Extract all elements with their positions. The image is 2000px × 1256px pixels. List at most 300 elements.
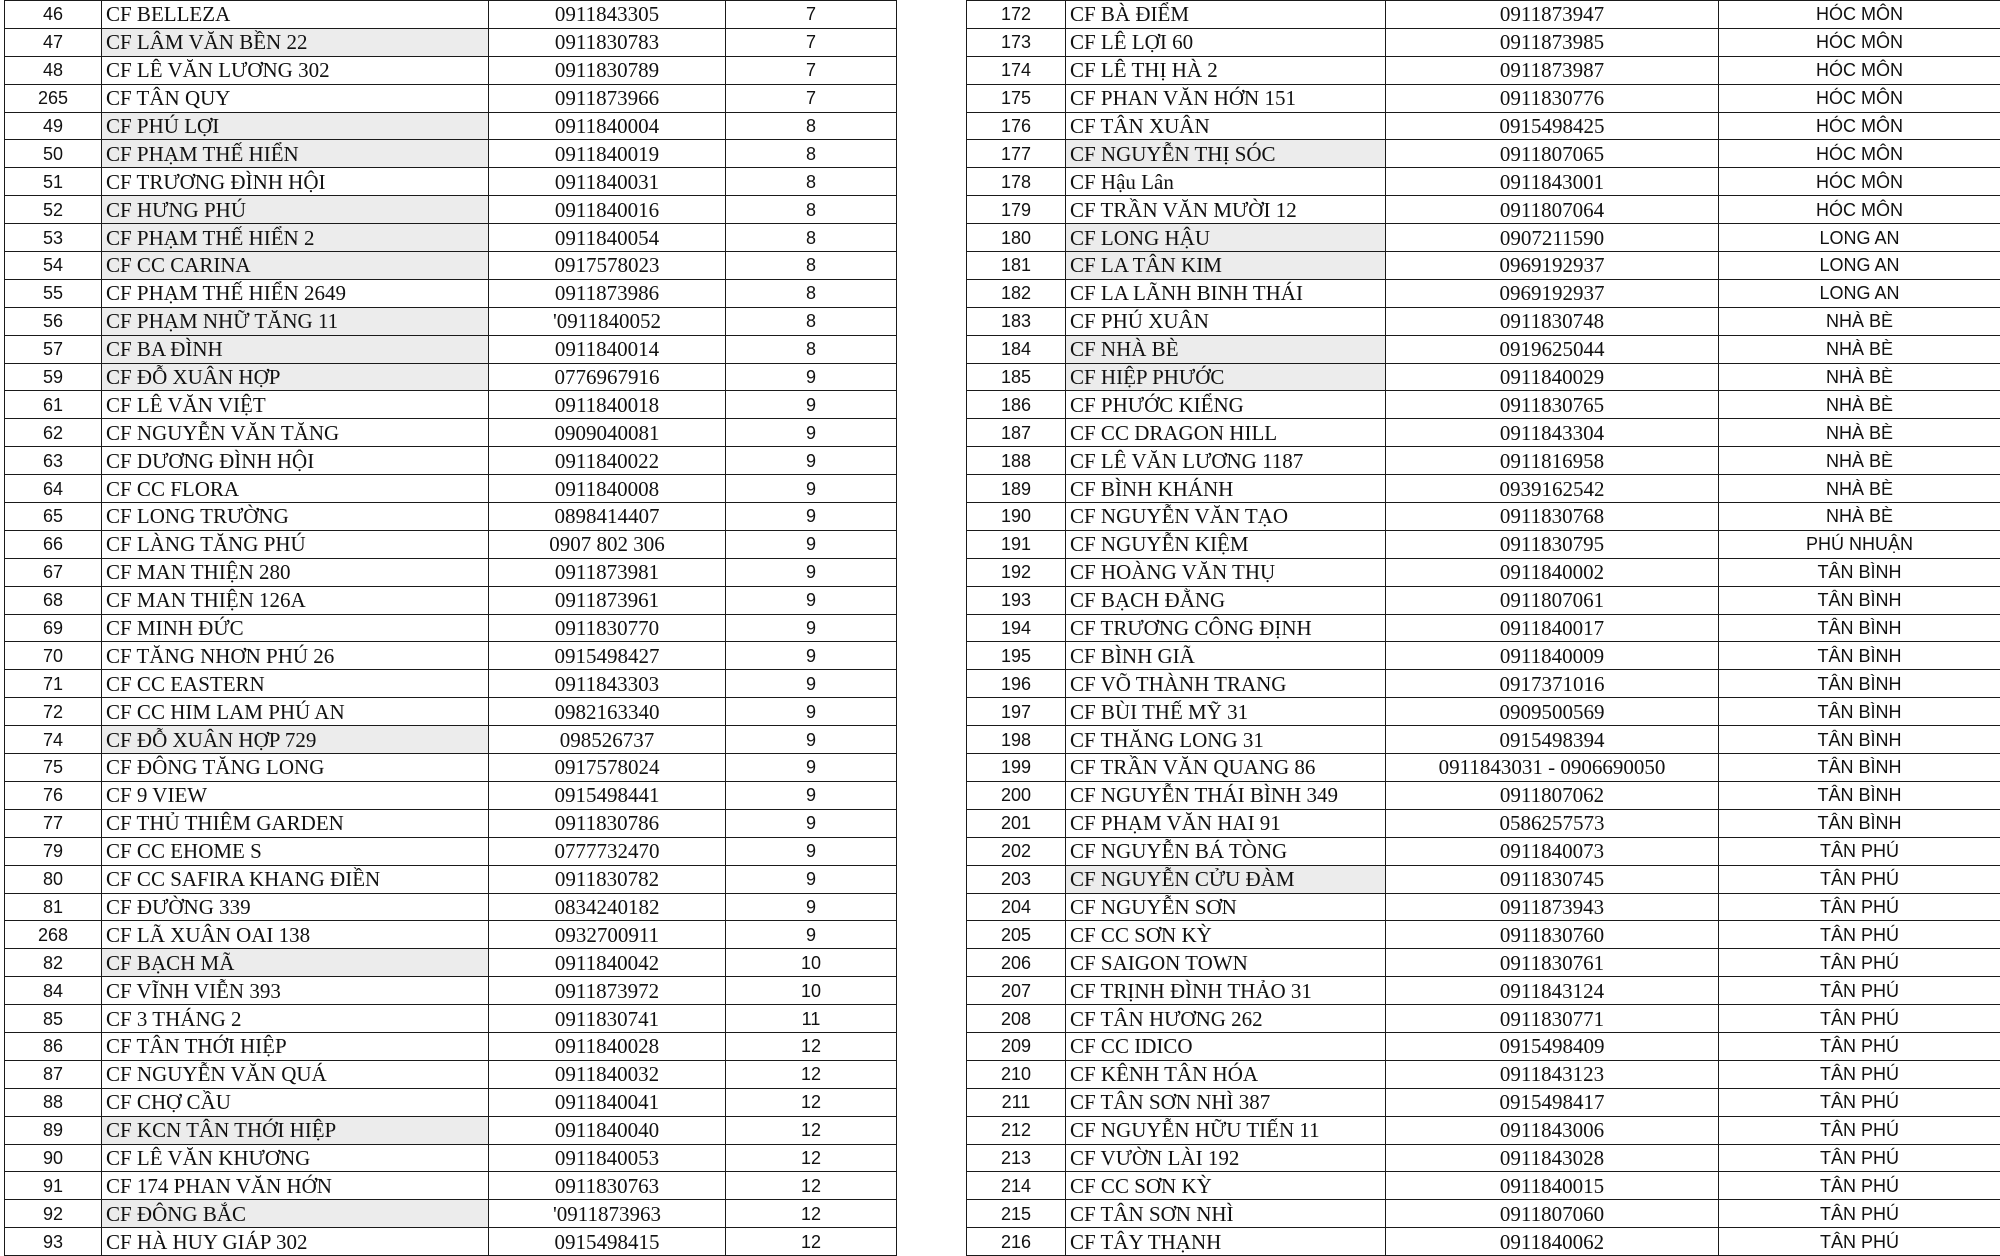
district: TÂN PHÚ — [1719, 1088, 2000, 1116]
table-row — [967, 949, 2000, 977]
row-number: 53 — [5, 224, 102, 252]
store-name: CF TRƯƠNG CÔNG ĐỊNH — [1066, 614, 1386, 642]
row-number: 79 — [5, 837, 102, 865]
district: NHÀ BÈ — [1719, 475, 2000, 503]
phone-number: 0911840008 — [489, 475, 726, 503]
district: 9 — [726, 698, 897, 726]
row-number: 56 — [5, 307, 102, 335]
table-row — [967, 698, 2000, 726]
phone-number: 0917578024 — [489, 754, 726, 782]
table-row — [967, 809, 2000, 837]
store-name: CF LÊ VĂN VIỆT — [102, 391, 489, 419]
store-name: CF CC HIM LAM PHÚ AN — [102, 698, 489, 726]
store-name: CF NGUYỄN SƠN — [1066, 893, 1386, 921]
store-name: CF TRẦN VĂN MƯỜI 12 — [1066, 196, 1386, 224]
district: 10 — [726, 949, 897, 977]
table-row — [967, 642, 2000, 670]
district: 8 — [726, 112, 897, 140]
row-number: 48 — [5, 56, 102, 84]
row-number: 93 — [5, 1228, 102, 1256]
store-name: CF THĂNG LONG 31 — [1066, 726, 1386, 754]
store-name: CF VĨNH VIỄN 393 — [102, 977, 489, 1005]
table-row — [5, 279, 897, 307]
store-name: CF HƯNG PHÚ — [102, 196, 489, 224]
table-row — [967, 1005, 2000, 1033]
store-name: CF 9 VIEW — [102, 781, 489, 809]
district: 7 — [726, 28, 897, 56]
row-number: 196 — [967, 670, 1066, 698]
table-row — [5, 1200, 897, 1228]
row-number: 76 — [5, 781, 102, 809]
phone-number: 0915498417 — [1386, 1088, 1719, 1116]
table-row — [967, 503, 2000, 531]
store-name: CF KÊNH TÂN HÓA — [1066, 1060, 1386, 1088]
row-number: 174 — [967, 56, 1066, 84]
table-row — [967, 893, 2000, 921]
phone-number: 0909500569 — [1386, 698, 1719, 726]
table-row — [967, 1200, 2000, 1228]
store-name: CF HÀ HUY GIÁP 302 — [102, 1228, 489, 1256]
district: TÂN PHÚ — [1719, 977, 2000, 1005]
district: TÂN PHÚ — [1719, 1144, 2000, 1172]
table-row — [5, 1172, 897, 1200]
district: 8 — [726, 224, 897, 252]
store-name: CF MINH ĐỨC — [102, 614, 489, 642]
row-number: 66 — [5, 530, 102, 558]
table-row — [5, 1088, 897, 1116]
phone-number: 0586257573 — [1386, 809, 1719, 837]
district: TÂN BÌNH — [1719, 698, 2000, 726]
row-number: 198 — [967, 726, 1066, 754]
row-number: 182 — [967, 279, 1066, 307]
store-name: CF CC SAFIRA KHANG ĐIỀN — [102, 865, 489, 893]
row-number: 192 — [967, 558, 1066, 586]
district: HÓC MÔN — [1719, 168, 2000, 196]
district: 9 — [726, 754, 897, 782]
store-name: CF BÀ ĐIỂM — [1066, 1, 1386, 29]
district: HÓC MÔN — [1719, 140, 2000, 168]
row-number: 55 — [5, 279, 102, 307]
district: 9 — [726, 614, 897, 642]
table-row — [967, 1144, 2000, 1172]
row-number: 268 — [5, 921, 102, 949]
district: TÂN BÌNH — [1719, 726, 2000, 754]
table-row — [5, 921, 897, 949]
phone-number: 0911843124 — [1386, 977, 1719, 1005]
table-row — [5, 196, 897, 224]
table-row — [967, 1060, 2000, 1088]
table-row — [967, 447, 2000, 475]
table-row — [967, 530, 2000, 558]
district: 9 — [726, 865, 897, 893]
district: TÂN PHÚ — [1719, 893, 2000, 921]
phone-number: 0911843028 — [1386, 1144, 1719, 1172]
district: TÂN PHÚ — [1719, 1172, 2000, 1200]
store-name: CF TÂN SƠN NHÌ — [1066, 1200, 1386, 1228]
store-name: CF NGUYỄN THÁI BÌNH 349 — [1066, 781, 1386, 809]
table-row — [5, 698, 897, 726]
phone-number: 0911840073 — [1386, 837, 1719, 865]
table-row — [5, 893, 897, 921]
store-name: CF LÀNG TĂNG PHÚ — [102, 530, 489, 558]
phone-number: 098526737 — [489, 726, 726, 754]
row-number: 72 — [5, 698, 102, 726]
table-row — [5, 1228, 897, 1256]
phone-number: 0911840040 — [489, 1116, 726, 1144]
district: HÓC MÔN — [1719, 196, 2000, 224]
district: NHÀ BÈ — [1719, 503, 2000, 531]
phone-number: 0911816958 — [1386, 447, 1719, 475]
district: TÂN BÌNH — [1719, 558, 2000, 586]
table-row — [967, 1228, 2000, 1256]
district: 9 — [726, 530, 897, 558]
row-number: 62 — [5, 419, 102, 447]
phone-number: 0834240182 — [489, 893, 726, 921]
store-name: CF LA TÂN KIM — [1066, 252, 1386, 280]
store-name: CF NHÀ BÈ — [1066, 335, 1386, 363]
store-name: CF BELLEZA — [102, 1, 489, 29]
row-number: 86 — [5, 1032, 102, 1060]
district: TÂN PHÚ — [1719, 1200, 2000, 1228]
phone-number: 0911873985 — [1386, 28, 1719, 56]
district: 11 — [726, 1005, 897, 1033]
table-row — [5, 809, 897, 837]
store-name: CF VƯỜN LÀI 192 — [1066, 1144, 1386, 1172]
phone-number: 0911840016 — [489, 196, 726, 224]
table-row — [5, 447, 897, 475]
table-row — [5, 1060, 897, 1088]
phone-number: '0911840052 — [489, 307, 726, 335]
district: 8 — [726, 279, 897, 307]
phone-number: 0911843305 — [489, 1, 726, 29]
district: 10 — [726, 977, 897, 1005]
table-row — [5, 670, 897, 698]
store-name: CF PHẠM THẾ HIỂN 2 — [102, 224, 489, 252]
phone-number: 0911807061 — [1386, 586, 1719, 614]
store-name: CF PHƯỚC KIỂNG — [1066, 391, 1386, 419]
row-number: 59 — [5, 363, 102, 391]
store-name: CF KCN TÂN THỚI HIỆP — [102, 1116, 489, 1144]
store-name: CF Hậu Lân — [1066, 168, 1386, 196]
row-number: 205 — [967, 921, 1066, 949]
table-row — [5, 837, 897, 865]
store-name: CF PHAN VĂN HỚN 151 — [1066, 84, 1386, 112]
store-name: CF NGUYỄN HỮU TIẾN 11 — [1066, 1116, 1386, 1144]
store-name: CF LÊ VĂN LƯƠNG 1187 — [1066, 447, 1386, 475]
table-row — [967, 614, 2000, 642]
table-row — [967, 781, 2000, 809]
phone-number: 0915498425 — [1386, 112, 1719, 140]
table-row — [967, 1088, 2000, 1116]
phone-number: 0911840031 — [489, 168, 726, 196]
store-name: CF ĐỖ XUÂN HỢP 729 — [102, 726, 489, 754]
row-number: 199 — [967, 754, 1066, 782]
store-name: CF MAN THIỆN 126A — [102, 586, 489, 614]
table-row — [5, 28, 897, 56]
phone-number: 0907 802 306 — [489, 530, 726, 558]
row-number: 180 — [967, 224, 1066, 252]
row-number: 82 — [5, 949, 102, 977]
table-row — [5, 503, 897, 531]
row-number: 179 — [967, 196, 1066, 224]
store-name: CF PHÚ XUÂN — [1066, 307, 1386, 335]
table-row — [5, 614, 897, 642]
row-number: 63 — [5, 447, 102, 475]
phone-number: 0911830745 — [1386, 865, 1719, 893]
row-number: 195 — [967, 642, 1066, 670]
district: 8 — [726, 335, 897, 363]
store-name: CF ĐÔNG BẮC — [102, 1200, 489, 1228]
district: 9 — [726, 503, 897, 531]
district: 12 — [726, 1200, 897, 1228]
table-row — [5, 391, 897, 419]
store-name: CF CC SƠN KỲ — [1066, 921, 1386, 949]
table-row — [5, 140, 897, 168]
row-number: 85 — [5, 1005, 102, 1033]
store-name: CF BẠCH MÃ — [102, 949, 489, 977]
row-number: 207 — [967, 977, 1066, 1005]
store-name: CF 174 PHAN VĂN HỚN — [102, 1172, 489, 1200]
row-number: 89 — [5, 1116, 102, 1144]
district: TÂN BÌNH — [1719, 586, 2000, 614]
store-name: CF CC EASTERN — [102, 670, 489, 698]
store-name: CF TÂN QUY — [102, 84, 489, 112]
store-name: CF SAIGON TOWN — [1066, 949, 1386, 977]
phone-number: 0911840019 — [489, 140, 726, 168]
table-row — [967, 335, 2000, 363]
district: 9 — [726, 726, 897, 754]
store-name: CF NGUYỄN KIỆM — [1066, 530, 1386, 558]
store-name: CF BÌNH KHÁNH — [1066, 475, 1386, 503]
phone-number: 0969192937 — [1386, 279, 1719, 307]
row-number: 188 — [967, 447, 1066, 475]
store-name: CF BẠCH ĐẰNG — [1066, 586, 1386, 614]
row-number: 49 — [5, 112, 102, 140]
phone-number: 0911840054 — [489, 224, 726, 252]
phone-number: 0911840032 — [489, 1060, 726, 1088]
row-number: 51 — [5, 168, 102, 196]
district: HÓC MÔN — [1719, 56, 2000, 84]
phone-number: 0911840029 — [1386, 363, 1719, 391]
district: TÂN BÌNH — [1719, 754, 2000, 782]
table-row — [5, 949, 897, 977]
store-name: CF LONG HẬU — [1066, 224, 1386, 252]
row-number: 187 — [967, 419, 1066, 447]
phone-number: 0776967916 — [489, 363, 726, 391]
district: 9 — [726, 781, 897, 809]
phone-number: 0915498441 — [489, 781, 726, 809]
phone-number: 0911830768 — [1386, 503, 1719, 531]
row-number: 204 — [967, 893, 1066, 921]
district: TÂN PHÚ — [1719, 1005, 2000, 1033]
row-number: 183 — [967, 307, 1066, 335]
row-number: 54 — [5, 252, 102, 280]
table-row — [5, 56, 897, 84]
table-row — [967, 586, 2000, 614]
store-name: CF TÂN SƠN NHÌ 387 — [1066, 1088, 1386, 1116]
phone-number: 0915498427 — [489, 642, 726, 670]
store-name: CF MAN THIỆN 280 — [102, 558, 489, 586]
store-name: CF TĂNG NHƠN PHÚ 26 — [102, 642, 489, 670]
district: 9 — [726, 809, 897, 837]
store-name: CF BA ĐÌNH — [102, 335, 489, 363]
table-row — [5, 112, 897, 140]
row-number: 202 — [967, 837, 1066, 865]
phone-number: 0911807065 — [1386, 140, 1719, 168]
district: 9 — [726, 586, 897, 614]
phone-number: 0911873961 — [489, 586, 726, 614]
district: TÂN BÌNH — [1719, 642, 2000, 670]
phone-number: 0911830786 — [489, 809, 726, 837]
row-number: 201 — [967, 809, 1066, 837]
table-row — [5, 168, 897, 196]
district: 12 — [726, 1144, 897, 1172]
district: NHÀ BÈ — [1719, 419, 2000, 447]
store-name: CF LÂM VĂN BỀN 22 — [102, 28, 489, 56]
phone-number: 0911840014 — [489, 335, 726, 363]
table-row — [5, 363, 897, 391]
store-name: CF HOÀNG VĂN THỤ — [1066, 558, 1386, 586]
row-number: 68 — [5, 586, 102, 614]
row-number: 184 — [967, 335, 1066, 363]
table-row — [5, 1005, 897, 1033]
row-number: 64 — [5, 475, 102, 503]
district: 7 — [726, 1, 897, 29]
phone-number: 0911873987 — [1386, 56, 1719, 84]
table-row — [967, 56, 2000, 84]
store-name: CF TÂY THẠNH — [1066, 1228, 1386, 1256]
row-number: 47 — [5, 28, 102, 56]
table-row — [967, 837, 2000, 865]
row-number: 71 — [5, 670, 102, 698]
district: NHÀ BÈ — [1719, 307, 2000, 335]
row-number: 203 — [967, 865, 1066, 893]
table-row — [967, 726, 2000, 754]
phone-number: 0911807060 — [1386, 1200, 1719, 1228]
row-number: 175 — [967, 84, 1066, 112]
phone-number: 0911830789 — [489, 56, 726, 84]
store-name: CF NGUYỄN VĂN QUÁ — [102, 1060, 489, 1088]
table-row — [967, 363, 2000, 391]
store-name: CF NGUYỄN VĂN TẠO — [1066, 503, 1386, 531]
row-number: 69 — [5, 614, 102, 642]
district: 7 — [726, 84, 897, 112]
district: TÂN BÌNH — [1719, 809, 2000, 837]
district: 9 — [726, 558, 897, 586]
district: TÂN BÌNH — [1719, 614, 2000, 642]
store-name: CF CC SƠN KỲ — [1066, 1172, 1386, 1200]
store-name: CF CC EHOME S — [102, 837, 489, 865]
row-number: 213 — [967, 1144, 1066, 1172]
district: 8 — [726, 140, 897, 168]
table-row — [967, 224, 2000, 252]
row-number: 200 — [967, 781, 1066, 809]
district: LONG AN — [1719, 252, 2000, 280]
table-row — [5, 224, 897, 252]
district: 8 — [726, 168, 897, 196]
district: TÂN PHÚ — [1719, 1116, 2000, 1144]
table-row — [5, 754, 897, 782]
store-name: CF PHẠM VĂN HAI 91 — [1066, 809, 1386, 837]
phone-number: 0911830748 — [1386, 307, 1719, 335]
table-row — [967, 279, 2000, 307]
store-name: CF LA LÃNH BINH THÁI — [1066, 279, 1386, 307]
table-row — [967, 670, 2000, 698]
phone-number: 0911830760 — [1386, 921, 1719, 949]
table-row — [967, 252, 2000, 280]
phone-number: 0777732470 — [489, 837, 726, 865]
district: TÂN PHÚ — [1719, 865, 2000, 893]
row-number: 74 — [5, 726, 102, 754]
district: TÂN BÌNH — [1719, 781, 2000, 809]
row-number: 173 — [967, 28, 1066, 56]
district: TÂN PHÚ — [1719, 1228, 2000, 1256]
table-row — [967, 140, 2000, 168]
table-row — [5, 865, 897, 893]
store-name: CF CC FLORA — [102, 475, 489, 503]
district: TÂN PHÚ — [1719, 949, 2000, 977]
store-name: CF CC CARINA — [102, 252, 489, 280]
row-number: 92 — [5, 1200, 102, 1228]
phone-number: 0911840009 — [1386, 642, 1719, 670]
table-row — [5, 726, 897, 754]
store-name: CF CC DRAGON HILL — [1066, 419, 1386, 447]
table-row — [967, 754, 2000, 782]
district: TÂN PHÚ — [1719, 1032, 2000, 1060]
phone-number: 0911843031 - 0906690050 — [1386, 754, 1719, 782]
row-number: 61 — [5, 391, 102, 419]
store-name: CF LÊ VĂN KHƯƠNG — [102, 1144, 489, 1172]
store-name: CF PHẠM THẾ HIỂN — [102, 140, 489, 168]
table-row — [967, 865, 2000, 893]
row-number: 77 — [5, 809, 102, 837]
store-name: CF LÊ VĂN LƯƠNG 302 — [102, 56, 489, 84]
phone-number: 0911873972 — [489, 977, 726, 1005]
store-name: CF TRỊNH ĐÌNH THẢO 31 — [1066, 977, 1386, 1005]
phone-number: 0911840017 — [1386, 614, 1719, 642]
row-number: 214 — [967, 1172, 1066, 1200]
phone-number: 0911840004 — [489, 112, 726, 140]
table-row — [5, 1144, 897, 1172]
phone-number: 0915498415 — [489, 1228, 726, 1256]
store-name: CF TÂN THỚI HIỆP — [102, 1032, 489, 1060]
row-number: 80 — [5, 865, 102, 893]
phone-number: 0911830776 — [1386, 84, 1719, 112]
district: 12 — [726, 1116, 897, 1144]
district: 12 — [726, 1172, 897, 1200]
table-row — [967, 307, 2000, 335]
row-number: 50 — [5, 140, 102, 168]
table-row — [967, 1, 2000, 29]
district: 12 — [726, 1060, 897, 1088]
phone-number: 0911873981 — [489, 558, 726, 586]
phone-number: 0932700911 — [489, 921, 726, 949]
phone-number: 0911840062 — [1386, 1228, 1719, 1256]
district: TÂN BÌNH — [1719, 670, 2000, 698]
phone-number: 0911843001 — [1386, 168, 1719, 196]
table-row — [967, 921, 2000, 949]
row-number: 90 — [5, 1144, 102, 1172]
row-number: 193 — [967, 586, 1066, 614]
store-name: CF ĐỖ XUÂN HỢP — [102, 363, 489, 391]
district: 8 — [726, 307, 897, 335]
store-name: CF LONG TRƯỜNG — [102, 503, 489, 531]
row-number: 75 — [5, 754, 102, 782]
district: 9 — [726, 837, 897, 865]
store-name: CF TÂN HƯƠNG 262 — [1066, 1005, 1386, 1033]
phone-number: 0911807062 — [1386, 781, 1719, 809]
district: 9 — [726, 921, 897, 949]
